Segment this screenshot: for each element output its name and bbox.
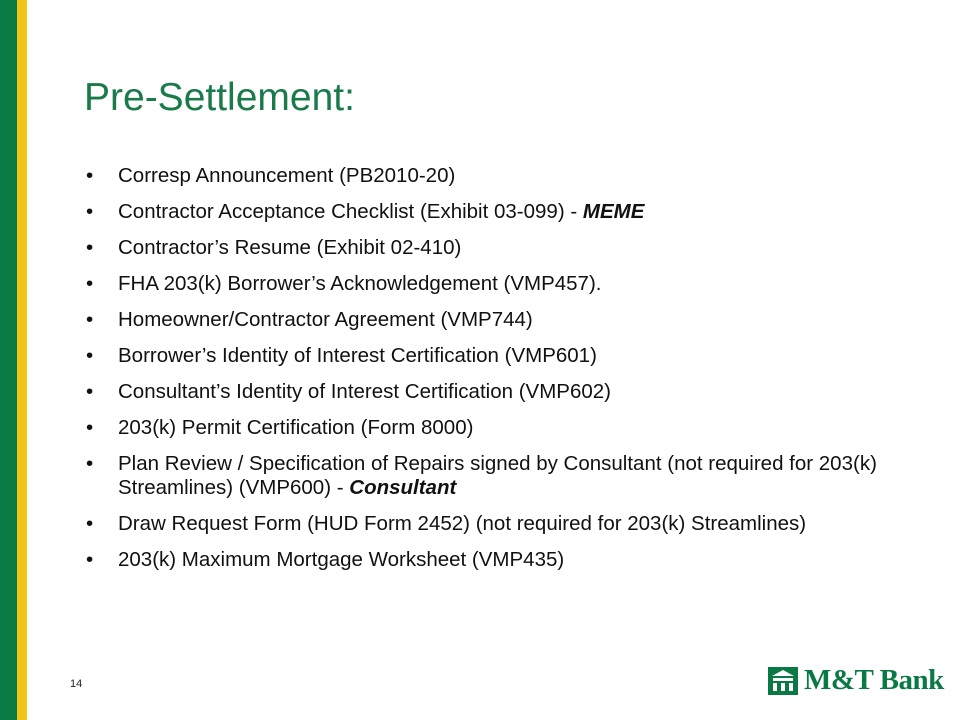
list-item (84, 236, 884, 260)
list-item-role: Consultant (349, 476, 457, 499)
bullet-dot: • (86, 200, 94, 223)
list-item-text: Contractor’s Resume (Exhibit 02-410) (118, 236, 462, 259)
list-item (84, 548, 884, 572)
bank-logo-text: M&T Bank (804, 664, 944, 696)
list-item (84, 416, 884, 440)
list-item-text: Homeowner/Contractor Agreement (VMP744) (118, 308, 533, 331)
list-item (84, 200, 884, 224)
bullet-dot: • (86, 236, 94, 259)
bullet-dot: • (86, 452, 94, 475)
bank-logo-icon (768, 667, 798, 695)
bank-logo (768, 664, 944, 697)
left-accent-bar-yellow (17, 0, 27, 720)
list-item-text: Contractor Acceptance Checklist (Exhibit 03-099) - (118, 200, 583, 223)
list-item-text: Consultant’s Identity of Interest Certification (VMP602) (118, 380, 611, 403)
bullet-dot: • (86, 380, 94, 403)
list-item-role: MEME (582, 200, 645, 223)
list-item-text: Borrower’s Identity of Interest Certification (VMP601) (118, 344, 597, 367)
list-item (84, 344, 884, 368)
list-item (84, 164, 884, 188)
list-item-text: FHA 203(k) Borrower’s Acknowledgement (VMP457). (118, 272, 602, 295)
bullet-list (84, 164, 884, 584)
bullet-dot: • (86, 548, 94, 571)
list-item-text: 203(k) Maximum Mortgage Worksheet (VMP435) (118, 548, 565, 571)
list-item-text: Corresp Announcement (PB2010-20) (118, 164, 456, 187)
bullet-dot: • (86, 272, 94, 295)
left-accent-bar-green (0, 0, 17, 720)
slide-title: Pre-Settlement: (84, 76, 355, 119)
list-item (84, 308, 884, 332)
list-item (84, 452, 884, 500)
list-item-text: Plan Review / Specification of Repairs signed by Consultant (not required for 203(k) Streamlines) (VMP600) - (118, 452, 877, 499)
bullet-dot: • (86, 416, 94, 439)
bullet-dot: • (86, 164, 94, 187)
bullet-dot: • (86, 344, 94, 367)
list-item-text: Draw Request Form (HUD Form 2452) (not required for 203(k) Streamlines) (118, 512, 807, 535)
list-item (84, 380, 884, 404)
page-number: 14 (70, 678, 83, 690)
bullet-dot: • (86, 512, 94, 535)
list-item-text: 203(k) Permit Certification (Form 8000) (118, 416, 474, 439)
bullet-dot: • (86, 308, 94, 331)
list-item (84, 272, 884, 296)
list-item (84, 512, 884, 536)
